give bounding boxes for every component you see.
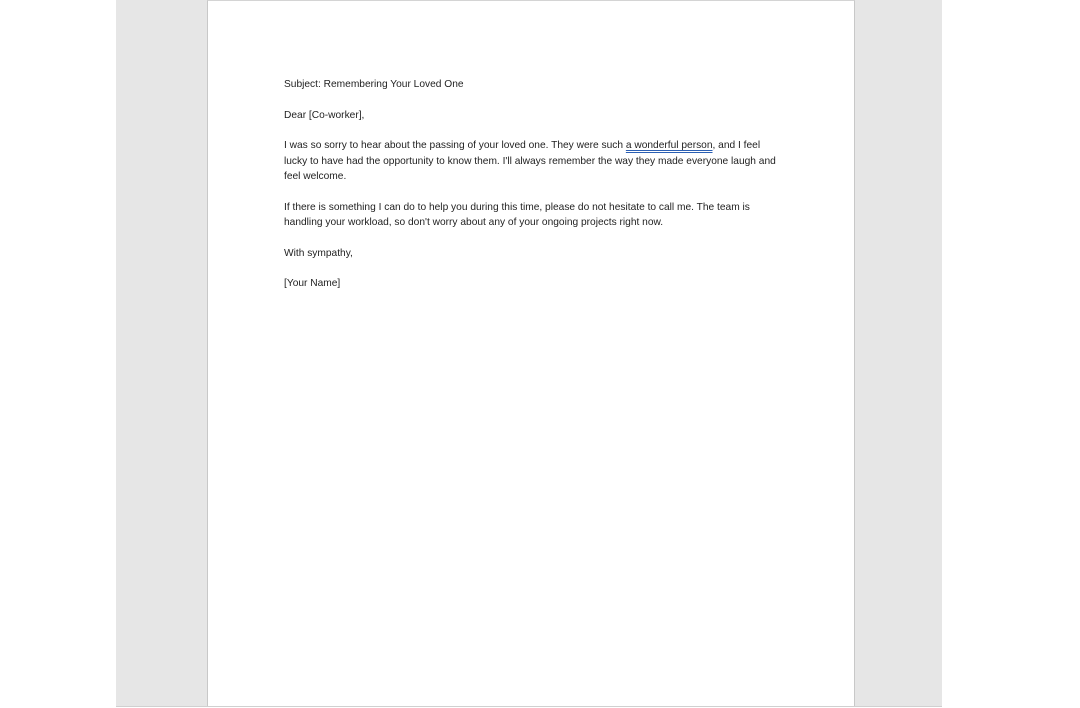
salutation[interactable]: Dear [Co-worker],	[284, 109, 365, 121]
closing-line[interactable]: With sympathy,	[284, 247, 353, 259]
body-paragraph-2[interactable]: If there is something I can do to help you during this time, please do not hesitate to call me. The team is handling your workload, so don't worry about any of your ongoing projects right now.	[284, 201, 750, 228]
editor-workspace	[116, 0, 942, 707]
document-page[interactable]	[207, 0, 855, 706]
body-paragraph-1[interactable]	[284, 138, 784, 185]
paragraph-1-text-start: I was so sorry to hear about the passing of your loved one. They were such	[284, 140, 626, 151]
document-body[interactable]	[284, 77, 784, 307]
grammar-suggestion[interactable]: a wonderful person	[625, 140, 713, 151]
signature-line[interactable]: [Your Name]	[284, 278, 341, 289]
subject-line[interactable]: Subject: Remembering Your Loved One	[284, 79, 464, 90]
paragraph-1-text-end: , and I feel lucky to have had the opportunity to know them. I'll always remember the way they made everyone laugh and feel welcome.	[284, 140, 776, 182]
